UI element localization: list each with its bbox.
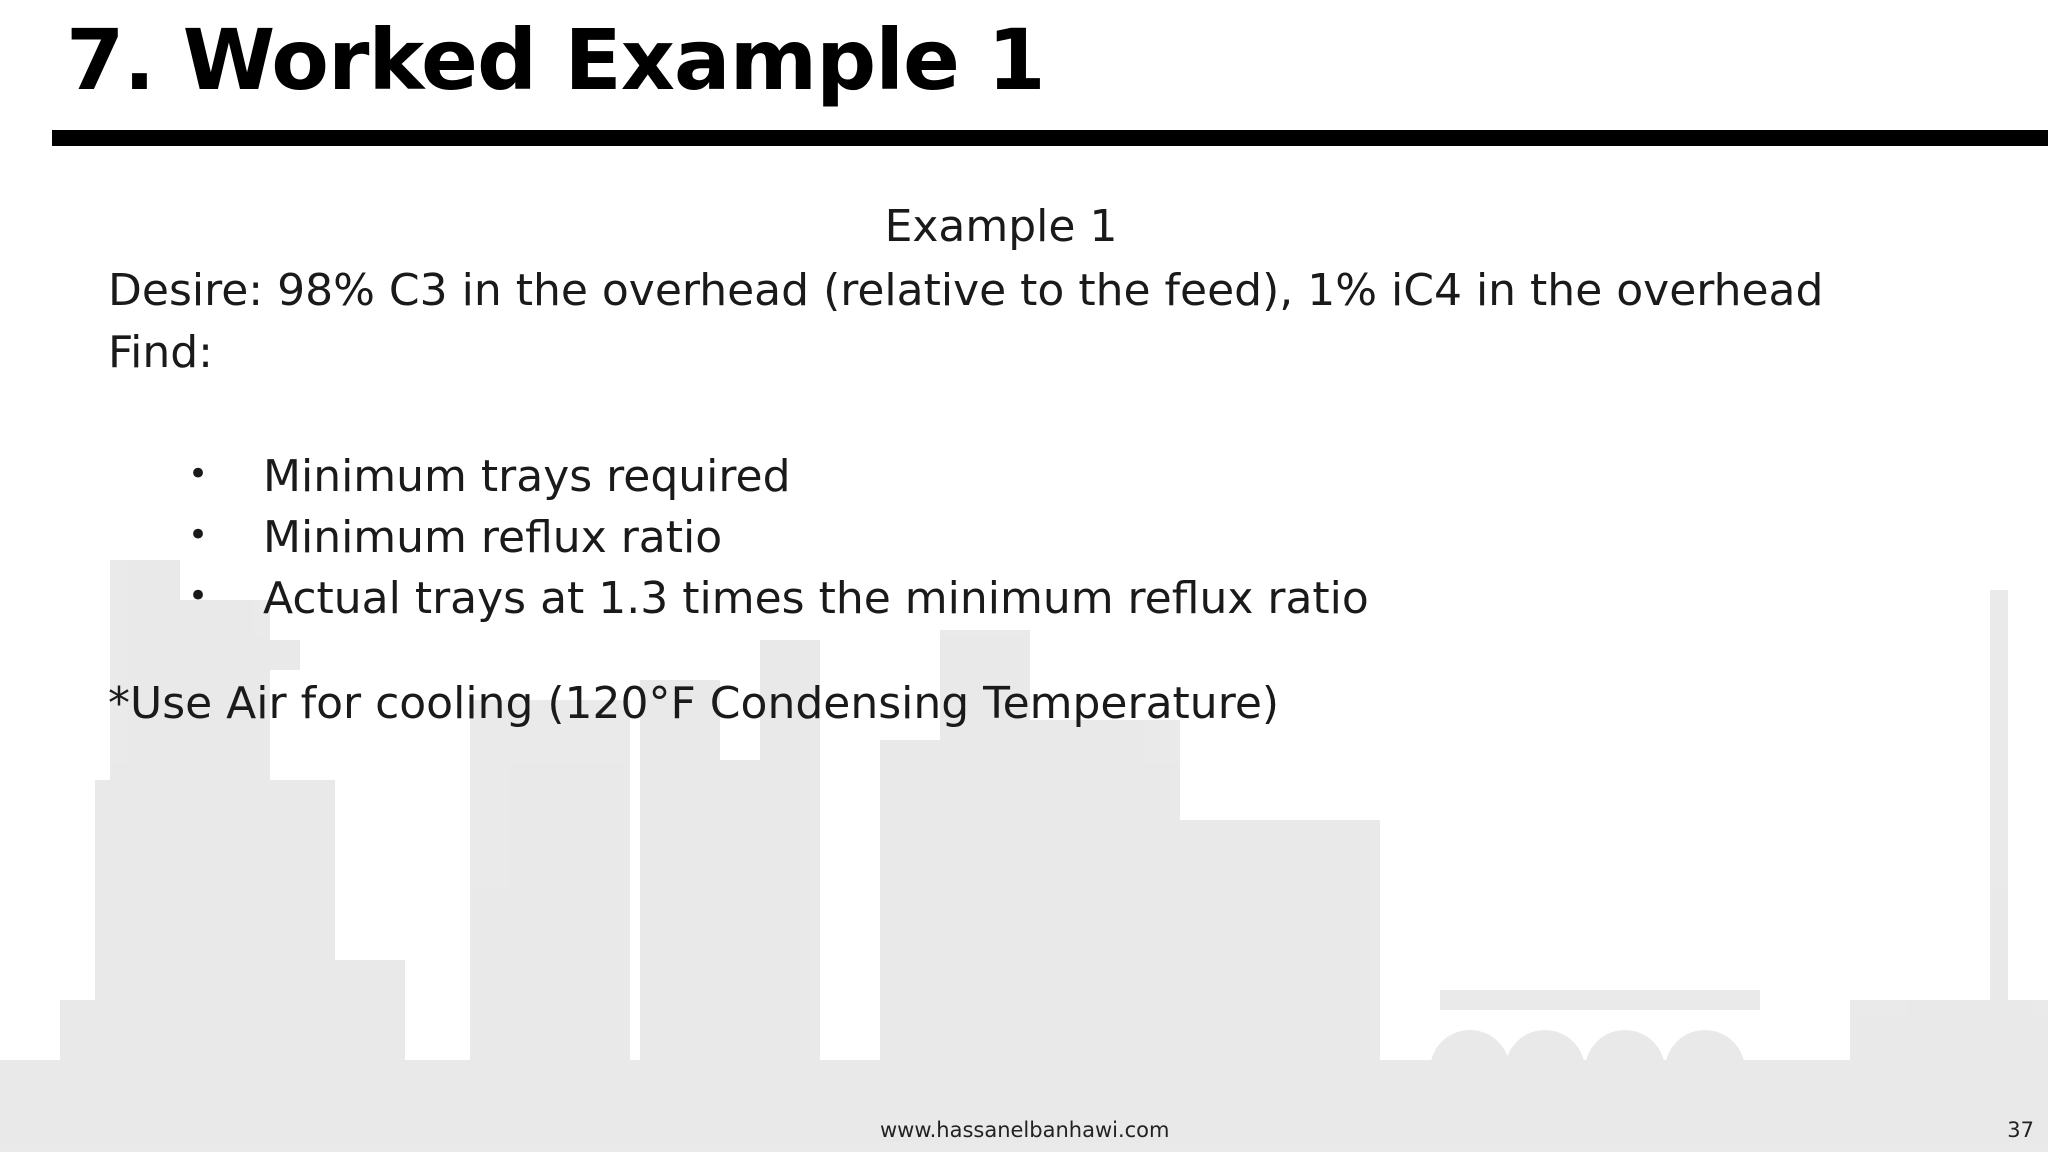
cooling-note: *Use Air for cooling (120°F Condensing Temperature)	[108, 678, 1280, 729]
list-item	[108, 512, 1968, 577]
desire-statement: Desire: 98% C3 in the overhead (relative to the feed), 1% iC4 in the overhead	[108, 265, 1824, 316]
bullet-icon: •	[188, 576, 209, 616]
page-number: 37	[2007, 1118, 2034, 1142]
list-item-text: Actual trays at 1.3 times the minimum reflux ratio	[263, 573, 1369, 624]
footer-website: www.hassanelbanhawi.com	[880, 1118, 1170, 1142]
find-list	[108, 451, 1968, 638]
bullet-icon: •	[188, 515, 209, 555]
bullet-icon: •	[188, 454, 209, 494]
list-item-text: Minimum reflux ratio	[263, 512, 723, 563]
list-item-text: Minimum trays required	[263, 451, 791, 502]
example-heading: Example 1	[884, 201, 1118, 252]
title-divider	[52, 130, 2048, 146]
spacer	[108, 393, 1968, 455]
find-label: Find:	[108, 327, 213, 378]
slide-title: 7. Worked Example 1	[66, 11, 1045, 109]
list-item	[108, 573, 1968, 638]
list-item	[108, 451, 1968, 516]
slide-body	[108, 201, 1968, 729]
